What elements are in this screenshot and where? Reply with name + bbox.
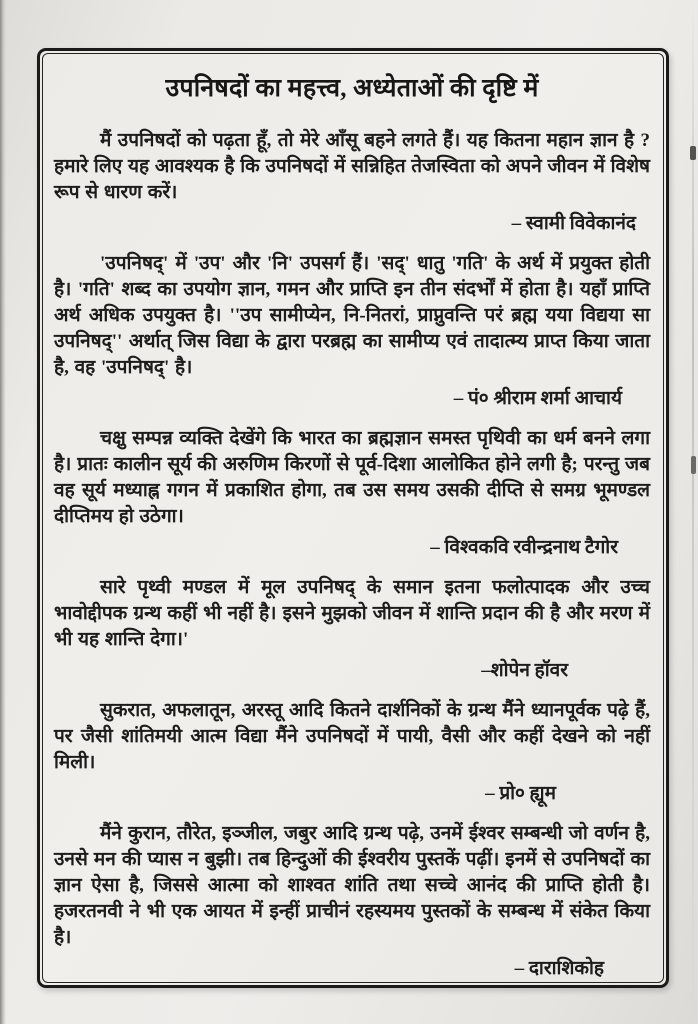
quote-shriram-sharma <box>54 251 650 412</box>
quote-vivekananda <box>54 128 650 237</box>
quote-text: मैं उपनिषदों को पढ़ता हूँ, तो मेरे आँसू बहने लगते हैं। यह कितना महान ज्ञान है ? हमारे लिए यह आवश्यक है कि उपनिषदों में सन्निहित तेजस्विता को अपने जीवन में विशेष रूप से धारण करें। <box>54 130 650 203</box>
quote-schopenhauer <box>54 575 650 684</box>
page-border-frame <box>37 48 669 988</box>
quote-text: सुकरात, अफलातून, अरस्तू आदि कितने दार्शनिकों के ग्रन्थ मैंने ध्यानपूर्वक पढ़े हैं, पर जैसी शांतिमयी आत्म विद्या मैंने उपनिषदों में पायी, वैसी और कहीं देखने को नहीं मिली। <box>54 700 650 773</box>
quote-text: चक्षु सम्पन्न व्यक्ति देखेंगे कि भारत का ब्रह्मज्ञान समस्त पृथिवी का धर्म बनने लगा है। प्रातः कालीन सूर्य की अरुणिम किरणों से पूर्व-दिशा आलोकित होने लगी है; परन्तु जब वह सूर्य मध्याह्न गगन में प्रकाशित होगा, तब उस समय उसकी दीप्ति से समग्र भूमण्डल दीप्तिमय हो उठेगा। <box>54 428 650 527</box>
scan-artifact-mark <box>690 146 696 160</box>
quote-text: सारे पृथ्वी मण्डल में मूल उपनिषद् के समान इतना फलोत्पादक और उच्च भावोद्दीपक ग्रन्थ कहीं भी नहीं है। इसने मुझको जीवन में शान्ति प्रदान की है और मरण में भी यह शान्ति देगा।' <box>54 577 650 650</box>
quote-attribution: –शोपेन हॉवर <box>481 660 568 681</box>
page-content-area <box>42 53 664 983</box>
page-title: उपनिषदों का महत्त्व, अध्येताओं की दृष्टि में <box>165 75 539 102</box>
quote-attribution: – दाराशिकोह <box>514 958 604 979</box>
quote-dara-shikoh <box>54 821 650 982</box>
scan-artifact-mark <box>691 456 696 474</box>
quote-hume <box>54 698 650 807</box>
quote-attribution: – पं० श्रीराम शर्मा आचार्य <box>453 388 622 409</box>
quote-text: मैंने कुरान, तौरेत, इञ्जील, जबुर आदि ग्रन्थ पढ़े, उनमें ईश्वर सम्बन्धी जो वर्णन है, उनसे मन की प्यास न बुझी। तब हिन्दुओं की ईश्वरीय पुस्तकें पढ़ीं। इनमें से उपनिषदों का ज्ञान ऐसा है, जिससे आत्मा को शाश्वत शांति तथा सच्चे आनंद की प्राप्ति होती है। हजरतनवी ने भी एक आयत में इन्हीं प्राचीनं रहस्यमय पुस्तकों के सम्बन्ध में संकेत किया है। <box>54 823 650 948</box>
quote-attribution: – प्रो० ह्यूम <box>485 783 556 804</box>
quote-attribution: – स्वामी विवेकानंद <box>511 213 636 234</box>
quote-attribution: – विश्वकवि रवीन्द्रनाथ टैगोर <box>430 537 618 558</box>
quote-text: 'उपनिषद्' में 'उप' और 'नि' उपसर्ग हैं। 'सद्' धातु 'गति' के अर्थ में प्रयुक्त होती है। 'गति' शब्द का उपयोग ज्ञान, गमन और प्राप्ति इन तीन संदर्भों में होता है। यहाँ प्राप्ति अर्थ अधिक उपयुक्त है। ''उप सामीप्येन, नि-नितरां, प्राप्नुवन्ति परं ब्रह्म यया विद्यया सा उपनिषद्'' अर्थात् जिस विद्या के द्वारा परब्रह्म का सामीप्य एवं तादात्म्य प्राप्त किया जाता है, वह 'उपनिषद्' है। <box>54 253 650 378</box>
book-spine-edge <box>0 0 6 1024</box>
quote-tagore <box>54 426 650 561</box>
